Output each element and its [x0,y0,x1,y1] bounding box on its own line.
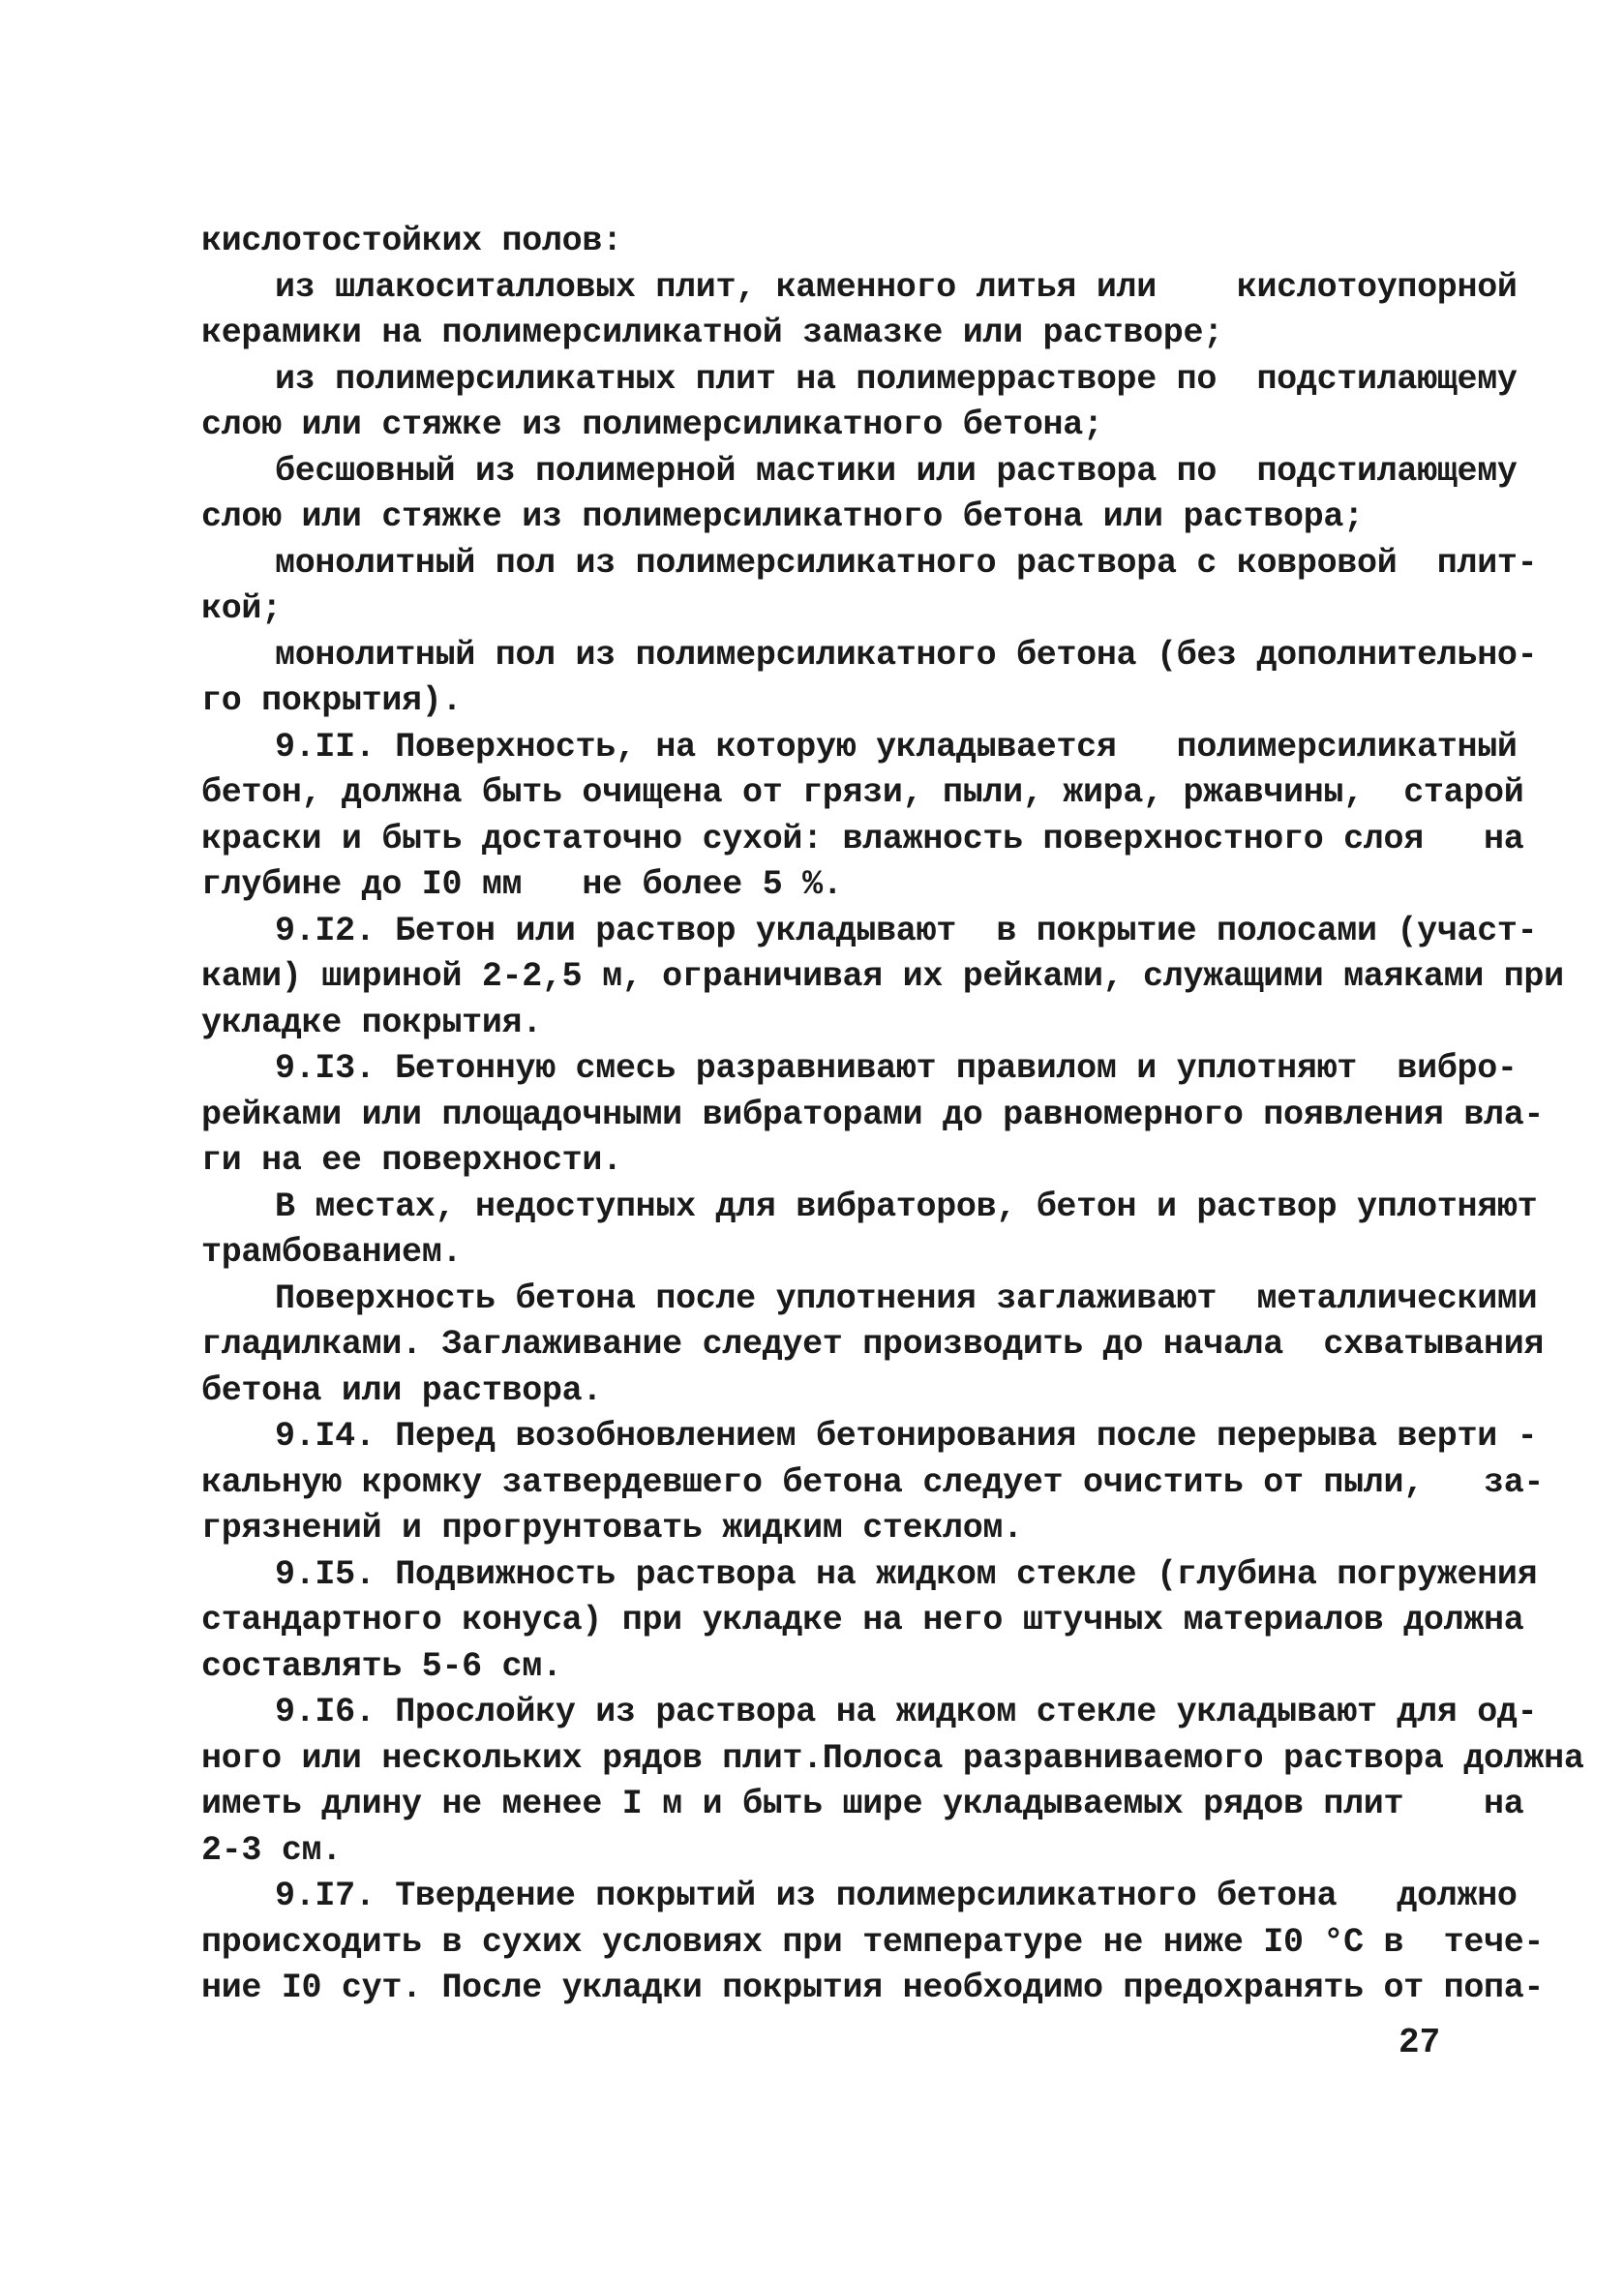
text-line: слою или стяжке из полимерсиликатного бетона; [201,406,1103,444]
text-line: происходить в сухих условиях при температуре не ниже I0 °C в тече- [201,1922,1545,1962]
text-line: Поверхность бетона после уплотнения заглаживают металлическими [275,1278,1538,1318]
text-line: бетона или раствора. [201,1370,603,1410]
text-line: 9.I3. Бетонную смесь разравнивают правилом и уплотняют вибро- [275,1049,1518,1088]
text-line: слою или стяжке из полимерсиликатного бетона или раствора; [201,497,1364,536]
text-line: монолитный пол из полимерсиликатного раствора с ковровой плит- [275,543,1538,583]
text-line: составлять 5-6 см. [201,1646,562,1686]
text-line: краски и быть достаточно сухой: влажность поверхностного слоя на [201,819,1524,858]
text-line: ного или нескольких рядов плит.Полоса разравниваемого раствора должна [201,1738,1584,1778]
text-line: глубине до I0 мм не более 5 %. [201,865,843,904]
text-line: 9.I4. Перед возобновлением бетонирования после перерыва верти - [275,1417,1538,1456]
text-line: укладке покрытия. [201,1003,542,1042]
text-line: ние I0 сут. После укладки покрытия необходимо предохранять от попа- [201,1969,1545,2007]
text-line: 9.I2. Бетон или раствор укладывают в покрытие полосами (участ- [275,911,1538,950]
text-line: из шлакоситалловых плит, каменного литья или кислотоупорной [275,267,1518,307]
text-line: кой; [201,589,282,628]
text-line: го покрытия). [201,681,463,720]
text-line: бетон, должна быть очищена от грязи, пыли, жира, ржавчины, старой [201,773,1524,812]
text-line: грязнений и прогрунтовать жидким стеклом. [201,1509,1023,1548]
text-line: трамбованием. [201,1233,463,1272]
text-line: керамики на полимерсиликатной замазке или растворе; [201,314,1223,352]
text-line: стандартного конуса) при укладке на него штучных материалов должна [201,1601,1524,1639]
text-line: из полимерсиликатных плит на полимеррастворе по подстилающему [275,359,1518,399]
text-line: бесшовный из полимерной мастики или раствора по подстилающему [275,451,1518,491]
text-line: 9.I6. Прослойку из раствора на жидком стекле укладывают для од- [275,1693,1538,1731]
document-body [201,219,1584,2012]
text-line: иметь длину не менее I м и быть шире укладываемых рядов плит на [201,1785,1524,1823]
text-line: ги на ее поверхности. [201,1141,622,1180]
text-line: 9.I5. Подвижность раствора на жидком стекле (глубина погружения [275,1554,1538,1594]
text-line: 9.II. Поверхность, на которую укладывается полимерсиликатный [275,727,1518,767]
text-line: кальную кромку затвердевшего бетона следует очистить от пыли, за- [201,1462,1545,1502]
text-line: 9.I7. Твердение покрытий из полимерсиликатного бетона должно [275,1877,1518,1915]
text-line: гладилками. Заглаживание следует производить до начала схватывания [201,1325,1545,1364]
text-line: ками) шириной 2-2,5 м, ограничивая их рейками, служащими маяками при [201,957,1564,996]
text-line: В местах, недоступных для вибраторов, бетон и раствор уплотняют [275,1187,1538,1226]
text-line: монолитный пол из полимерсиликатного бетона (без дополнительно- [275,635,1538,675]
text-line: рейками или площадочными вибраторами до равномерного появления вла- [201,1095,1545,1134]
text-line: кислотостойких полов: [201,222,622,260]
page-number: 27 [1398,2023,1441,2062]
text-line: 2-3 см. [201,1830,342,1870]
